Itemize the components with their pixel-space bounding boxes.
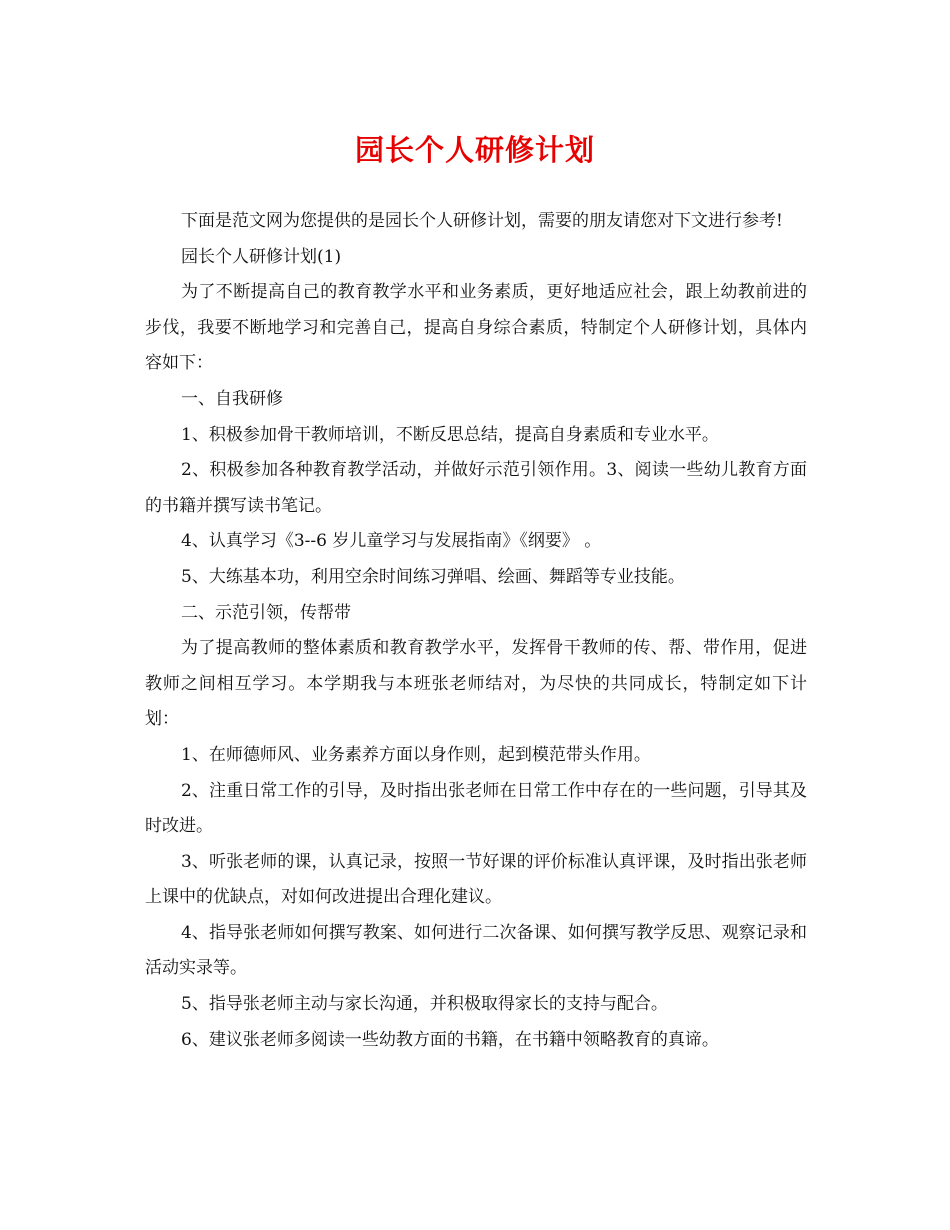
list-item: 1、在师德师风、业务素养方面以身作则，起到模范带头作用。 — [181, 744, 651, 765]
list-item: 3、听张老师的课，认真记录，按照一节好课的评价标准认真评课，及时指出张老师上课中的优缺点，对如何改进提出合理化建议。 — [145, 851, 807, 908]
section-heading-self-study: 一、自我研修 — [181, 388, 283, 409]
document-body — [145, 204, 807, 1058]
paragraph-purpose: 为了不断提高自己的教育教学水平和业务素质，更好地适应社会，跟上幼教前进的步伐，我要不断地学习和完善自己，提高自身综合素质，特制定个人研修计划，具体内容如下： — [145, 282, 807, 374]
list-item: 1、积极参加骨干教师培训，不断反思总结，提高自身素质和专业水平。 — [181, 424, 719, 445]
list-item: 4、认真学习《3--6 岁儿童学习与发展指南》《纲要》 。 — [181, 531, 602, 552]
list-item: 6、建议张老师多阅读一些幼教方面的书籍，在书籍中领略教育的真谛。 — [181, 1029, 719, 1050]
list-item: 4、指导张老师如何撰写教案、如何进行二次备课、如何撰写教学反思、观察记录和活动实录等。 — [145, 922, 807, 979]
list-item: 5、大练基本功，利用空余时间练习弹唱、绘画、舞蹈等专业技能。 — [181, 566, 685, 587]
paragraph-mentoring-purpose: 为了提高教师的整体素质和教育教学水平，发挥骨干教师的传、帮、带作用，促进教师之间相互学习。本学期我与本班张老师结对，为尽快的共同成长，特制定如下计划： — [145, 638, 807, 730]
list-item: 2、积极参加各种教育教学活动，并做好示范引领作用。3、阅读一些幼儿教育方面的书籍并撰写读书笔记。 — [145, 460, 807, 516]
list-item: 2、注重日常工作的引导，及时指出张老师在日常工作中存在的一些问题，引导其及时改进。 — [145, 780, 807, 837]
list-item: 5、指导张老师主动与家长沟通，并积极取得家长的支持与配合。 — [181, 994, 668, 1015]
paragraph-plan-heading: 园长个人研修计划(1) — [181, 246, 342, 267]
paragraph-intro: 下面是范文网为您提供的是园长个人研修计划，需要的朋友请您对下文进行参考! — [181, 211, 783, 231]
document-title: 园长个人研修计划 — [354, 133, 595, 167]
section-heading-mentoring: 二、示范引领，传帮带 — [181, 602, 351, 623]
